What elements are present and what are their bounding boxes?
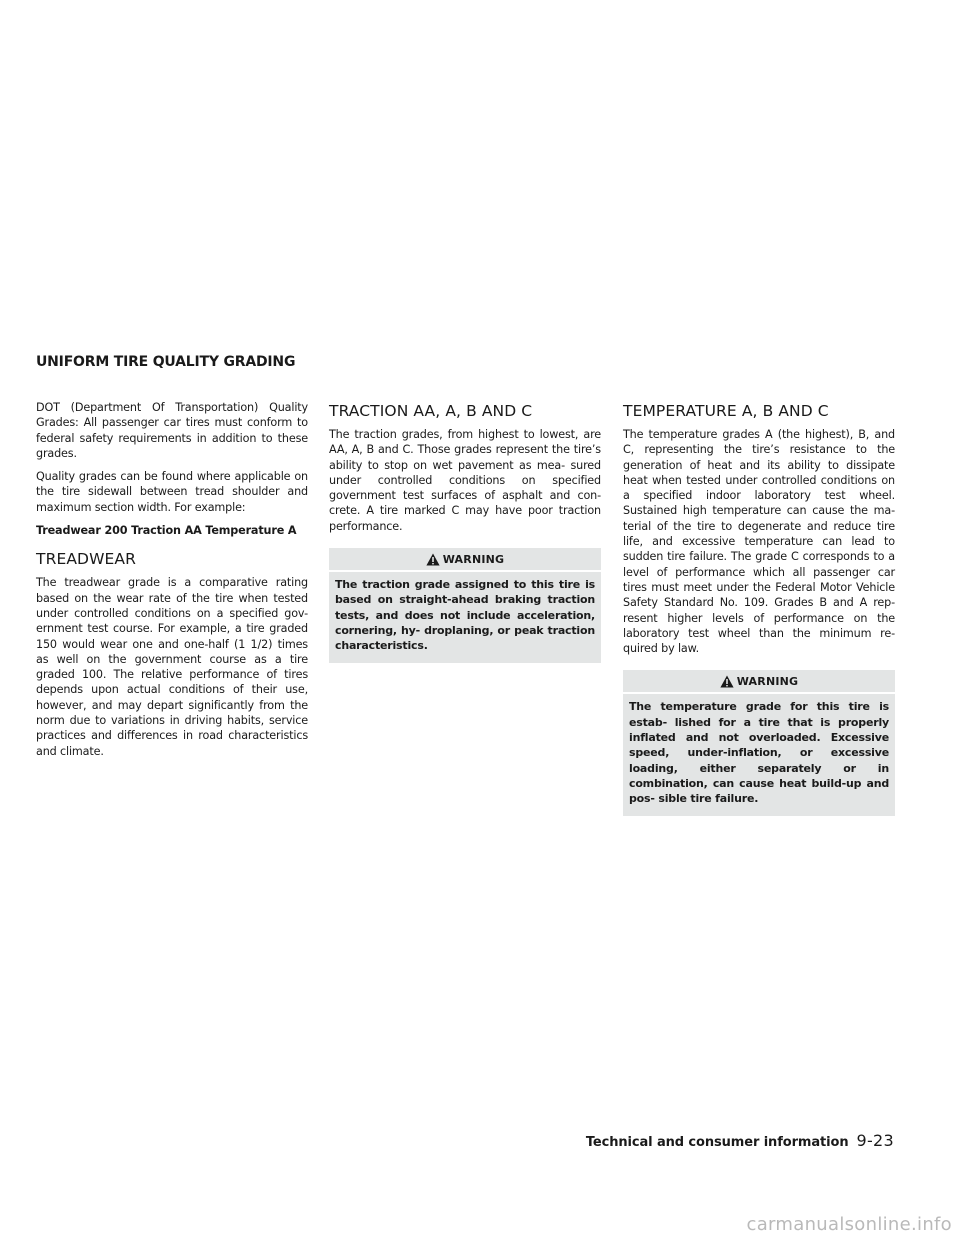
column-middle <box>329 402 601 663</box>
warning-label: WARNING <box>442 552 505 566</box>
column-right <box>623 402 895 816</box>
warning-header <box>329 548 601 572</box>
traction-heading: TRACTION AA, A, B AND C <box>329 402 533 420</box>
warning-label: WARNING <box>736 674 799 688</box>
chapter-title: Technical and consumer information <box>585 1135 849 1150</box>
temperature-warning-box <box>623 670 895 815</box>
page-footer <box>586 1131 894 1150</box>
traction-paragraph: The traction grades, from highest to lowest, are AA, A, B and C. Those grades represent the tire’s ability to stop on wet pavement as mea- sured under controlled conditions on specified government test surfaces of asphalt and con- crete. A tire marked C may have poor traction performance. <box>329 428 601 533</box>
temperature-heading: TEMPERATURE A, B AND C <box>623 402 829 420</box>
dot-intro-paragraph: DOT (Department Of Transportation) Quality Grades: All passenger car tires must conform to federal safety requirements in addition to these grades. <box>36 401 308 460</box>
column-left <box>36 400 308 767</box>
watermark-text: carmanualsonline.info <box>746 1214 952 1235</box>
section-title: UNIFORM TIRE QUALITY GRADING <box>36 354 296 370</box>
warning-header <box>623 670 895 694</box>
traction-warning-text: The traction grade assigned to this tire is based on straight-ahead braking traction tests, and does not include acceleration, cornering, hy- droplaning, or peak traction characteristics. <box>335 578 595 653</box>
warning-triangle-icon <box>720 675 734 688</box>
temperature-paragraph: The temperature grades A (the highest), B, and C, representing the tire’s resistance to the generation of heat and its ability to dissipate heat when tested under controlled conditions on a specified indoor laboratory test wheel. Sustained high temperature can cause the ma- terial of the tire to degenerate and reduce tire life, and excessive temperature can lead to sudden tire failure. The grade C corresponds to a level of performance which all passenger car tires must meet under the Federal Motor Vehicle Safety Standard No. 109. Grades B and A rep- resent higher levels of performance on the laboratory test wheel than the minimum re- quired by law. <box>623 428 895 656</box>
treadwear-heading: TREADWEAR <box>36 550 136 569</box>
warning-triangle-icon <box>426 553 440 566</box>
page-number: 9-23 <box>856 1131 894 1150</box>
traction-warning-box <box>329 548 601 662</box>
quality-grades-paragraph: Quality grades can be found where applicable on the tire sidewall between tread shoulder and maximum section width. For example: <box>36 470 308 514</box>
treadwear-paragraph: The treadwear grade is a comparative rating based on the wear rate of the tire when tested under controlled conditions on a specified gov- ernment test course. For example, a tire graded 150 would wear one and one-half (1 1/2) times as well on the government course as a tire graded 100. The relative performance of tires depends upon actual conditions of their use, however, and may depart significantly from the norm due to variations in driving habits, service practices and differences in road characteristics and climate. <box>36 576 308 758</box>
temperature-warning-text: The temperature grade for this tire is estab- lished for a tire that is properly inflated and not overloaded. Excessive speed, under-inflation, or excessive loading, either separately or in combination, can cause heat build-up and pos- sible tire failure. <box>629 700 889 806</box>
example-grade-line: Treadwear 200 Traction AA Temperature A <box>36 524 297 538</box>
